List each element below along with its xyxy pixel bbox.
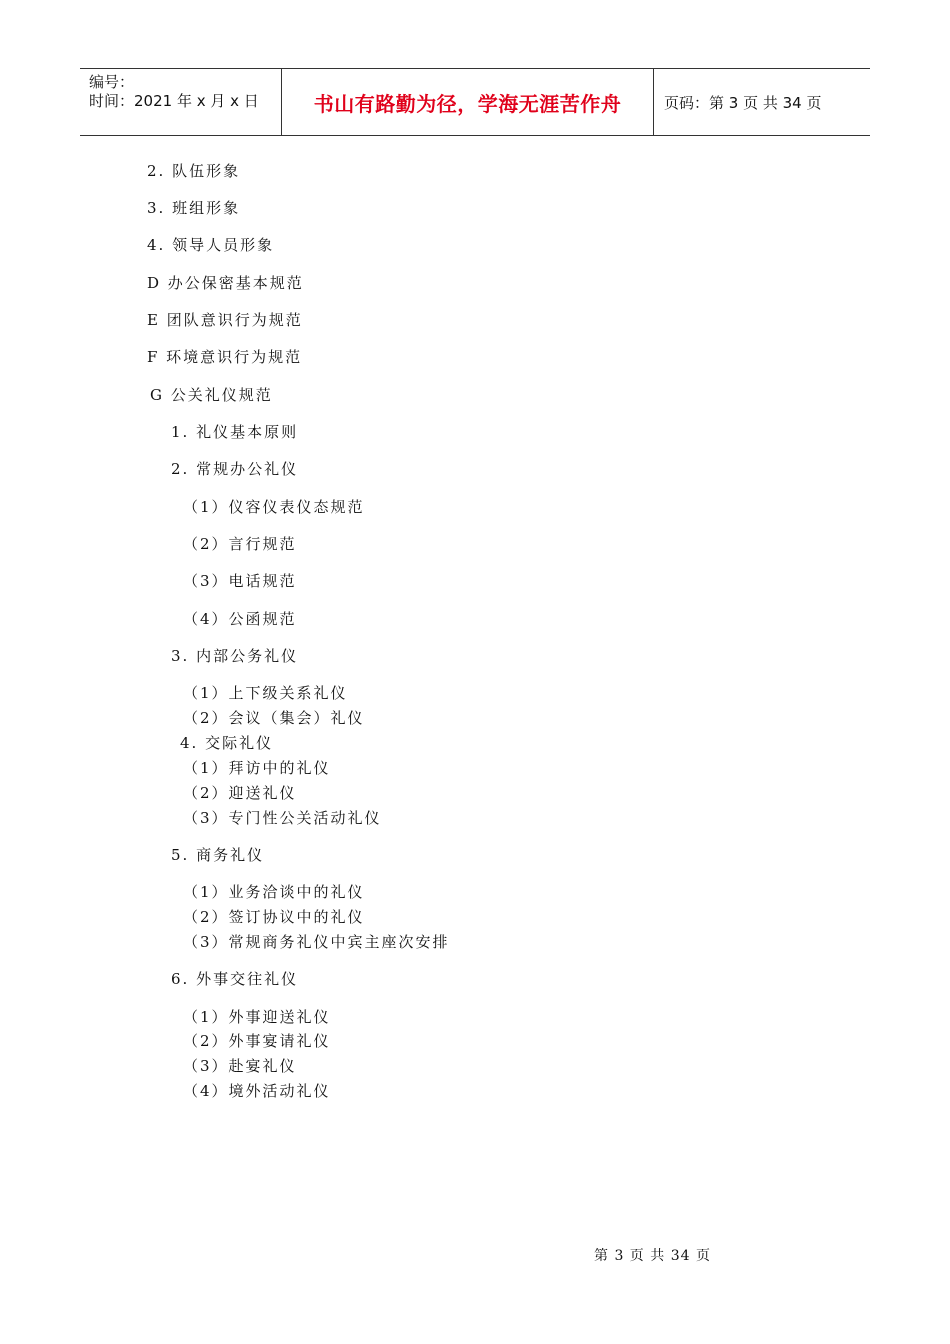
header-motto: 书山有路勤为径，学海无涯苦作舟 [313,91,622,116]
outline-item: 3. 班组形象 [147,199,241,217]
outline-item: 1. 礼仪基本原则 [171,423,299,441]
outline-subitem: （4）公函规范 [183,610,297,628]
outline-item: 4. 交际礼仪 [180,734,274,752]
outline-section: D 办公保密基本规范 [147,274,304,292]
outline-section: G 公关礼仪规范 [150,386,273,404]
outline-subitem: （2）签订协议中的礼仪 [183,908,365,926]
outline-subitem: （2）会议（集会）礼仪 [183,709,365,727]
outline-subitem: （1）拜访中的礼仪 [183,759,331,777]
outline-subitem: （2）言行规范 [183,535,297,553]
outline-subitem: （3）专门性公关活动礼仪 [183,809,382,827]
header-page-code: 页码：第 3 页 共 34 页 [664,93,822,112]
outline-item: 3. 内部公务礼仪 [171,647,299,665]
header-motto-cell [281,69,654,135]
outline-subitem: （3）常规商务礼仪中宾主座次安排 [183,933,450,951]
outline-subitem: （2）外事宴请礼仪 [183,1032,331,1050]
outline-item: 6. 外事交往礼仪 [171,970,299,988]
outline-item: 5. 商务礼仪 [171,846,265,864]
page-footer-number: 第 3 页 共 34 页 [594,1248,711,1264]
outline-subitem: （3）电话规范 [183,572,297,590]
outline-subitem: （3）赴宴礼仪 [183,1057,297,1075]
outline-item: 4. 领导人员形象 [147,236,275,254]
outline-subitem: （2）迎送礼仪 [183,784,297,802]
outline-item: 2. 常规办公礼仪 [171,460,299,478]
document-number-label: 编号： [89,73,135,91]
outline-subitem: （4）境外活动礼仪 [183,1082,331,1100]
outline-subitem: （1）业务洽谈中的礼仪 [183,883,365,901]
header-page-cell [654,69,870,135]
outline-section: E 团队意识行为规范 [147,311,303,329]
document-date: 时间：2021 年 x 月 x 日 [89,92,259,110]
outline-subitem: （1）外事迎送礼仪 [183,1008,331,1026]
outline-subitem: （1）仪容仪表仪态规范 [183,498,365,516]
outline-item: 2. 队伍形象 [147,162,241,180]
outline-subitem: （1）上下级关系礼仪 [183,684,348,702]
outline-section: F 环境意识行为规范 [147,348,303,366]
page-header [80,68,870,136]
header-info-cell [80,69,281,135]
